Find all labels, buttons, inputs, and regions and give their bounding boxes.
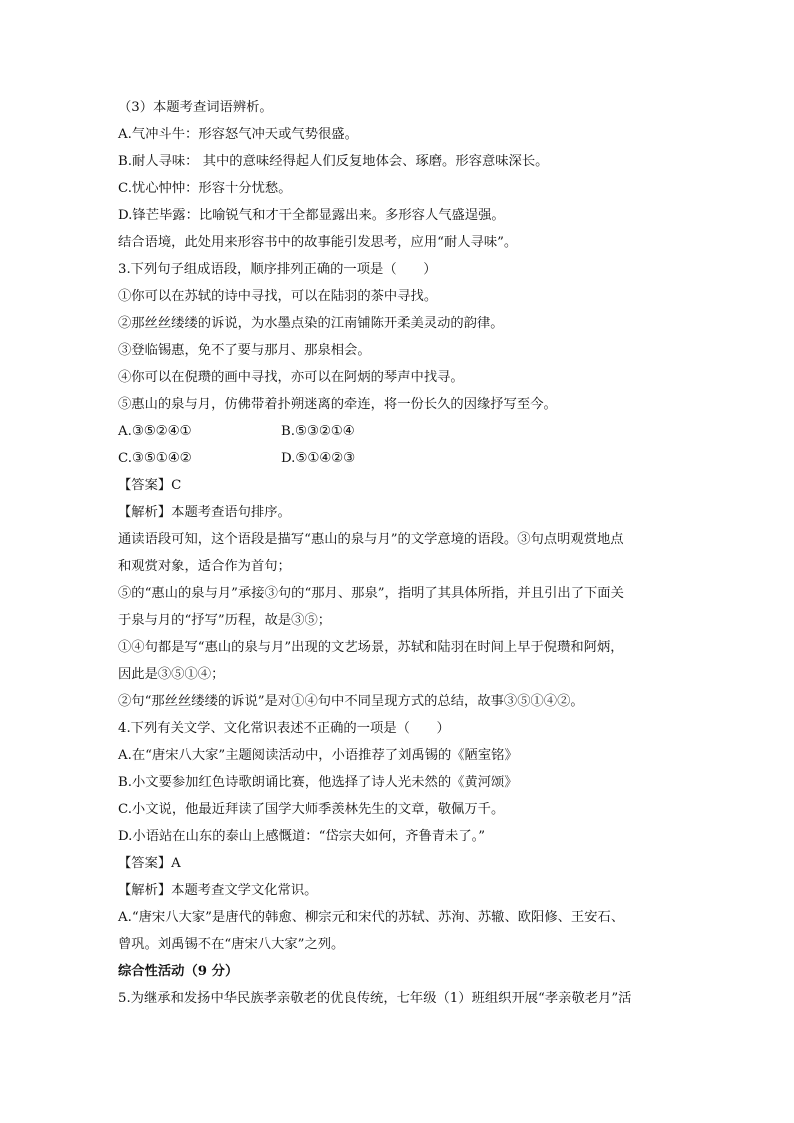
q2-option-d: D.锋芒毕露：比喻锐气和才干全都显露出来。多形容人气盛逞强。 xyxy=(118,208,505,223)
q3-analysis-1b: 和观赏对象，适合作为首句； xyxy=(118,559,291,574)
q3-sentence-4: ④你可以在倪瓒的画中寻找，亦可以在阿炳的琴声中找寻。 xyxy=(118,370,464,385)
q3-analysis-2a: ⑤的“惠山的泉与月”承接③句的“那月、那泉”，指明了其具体所指，并且引出了下面关 xyxy=(118,586,624,601)
q5-question: 5.为继承和发扬中华民族孝亲敬老的优良传统，七年级（1）班组织开展“孝亲敬老月”活 xyxy=(118,991,632,1006)
q4-option-c: C.小文说，他最近拜读了国学大师季羡林先生的文章，敬佩万千。 xyxy=(118,802,505,817)
q3-analysis-title: 【解析】本题考查语句排序。 xyxy=(118,505,291,520)
q4-analysis-1b: 曾巩。刘禹锡不在“唐宋八大家”之列。 xyxy=(118,937,345,952)
q2-option-c: C.忧心忡忡：形容十分忧愁。 xyxy=(118,181,292,196)
q3-analysis-3b: 因此是③⑤①④； xyxy=(118,667,225,682)
q3-option-c: C.③⑤①④② xyxy=(118,451,192,466)
q3-analysis-4: ②句“那丝丝缕缕的诉说”是对①④句中不同呈现方式的总结，故事③⑤①④②。 xyxy=(118,694,584,709)
document-page xyxy=(118,94,678,1012)
q4-question: 4.下列有关文学、文化常识表述不正确的一项是（ ） xyxy=(118,721,450,736)
q3-question: 3.下列句子组成语段，顺序排列正确的一项是（ ） xyxy=(118,262,437,277)
q3-sentence-2: ②那丝丝缕缕的诉说，为水墨点染的江南铺陈开柔美灵动的韵律。 xyxy=(118,316,504,331)
q2-conclusion: 结合语境，此处用来形容书中的故事能引发思考，应用“耐人寻味”。 xyxy=(118,235,518,250)
q3-analysis-1a: 通读语段可知，这个语段是描写“惠山的泉与月”的文学意境的语段。③句点明观赏地点 xyxy=(118,532,624,547)
q4-option-a: A.在“唐宋八大家”主题阅读活动中，小语推荐了刘禹锡的《陋室铭》 xyxy=(118,748,518,763)
section-heading: 综合性活动（9 分） xyxy=(118,964,239,979)
q4-answer: 【答案】A xyxy=(118,856,181,871)
q3-analysis-2b: 于泉与月的“抒写”历程，故是③⑤； xyxy=(118,613,332,628)
q3-sentence-1: ①你可以在苏轼的诗中寻找，可以在陆羽的茶中寻找。 xyxy=(118,289,438,304)
q2-part3-intro: （3）本题考查词语辨析。 xyxy=(118,100,273,115)
q3-options-row-2 xyxy=(118,445,678,472)
q3-option-a: A.③⑤②④① xyxy=(118,424,192,439)
q3-sentence-3: ③登临锡惠，免不了要与那月、那泉相会。 xyxy=(118,343,371,358)
q3-analysis-3a: ①④句都是写“惠山的泉与月”出现的文艺场景，苏轼和陆羽在时间上早于倪瓒和阿炳， xyxy=(118,640,624,655)
q4-option-b: B.小文要参加红色诗歌朗诵比赛，他选择了诗人光未然的《黄河颂》 xyxy=(118,775,518,790)
q4-analysis-1a: A.“唐宋八大家”是唐代的韩愈、柳宗元和宋代的苏轼、苏洵、苏辙、欧阳修、王安石、 xyxy=(118,910,625,925)
q2-option-a: A.气冲斗牛：形容怒气冲天或气势很盛。 xyxy=(118,127,358,142)
q3-option-d: D.⑤①④②③ xyxy=(281,451,356,466)
q3-option-b: B.⑤③②①④ xyxy=(281,424,355,439)
q2-option-b: B.耐人寻味： 其中的意味经得起人们反复地体会、琢磨。形容意味深长。 xyxy=(118,154,549,169)
q3-sentence-5: ⑤惠山的泉与月，仿佛带着扑朔迷离的牵连，将一份长久的因缘抒写至今。 xyxy=(118,397,557,412)
q4-analysis-title: 【解析】本题考查文学文化常识。 xyxy=(118,883,318,898)
q4-option-d: D.小语站在山东的泰山上感慨道：“岱宗夫如何，齐鲁青未了。” xyxy=(118,829,486,844)
q3-answer: 【答案】C xyxy=(118,478,182,493)
q3-options-row-1 xyxy=(118,418,678,445)
